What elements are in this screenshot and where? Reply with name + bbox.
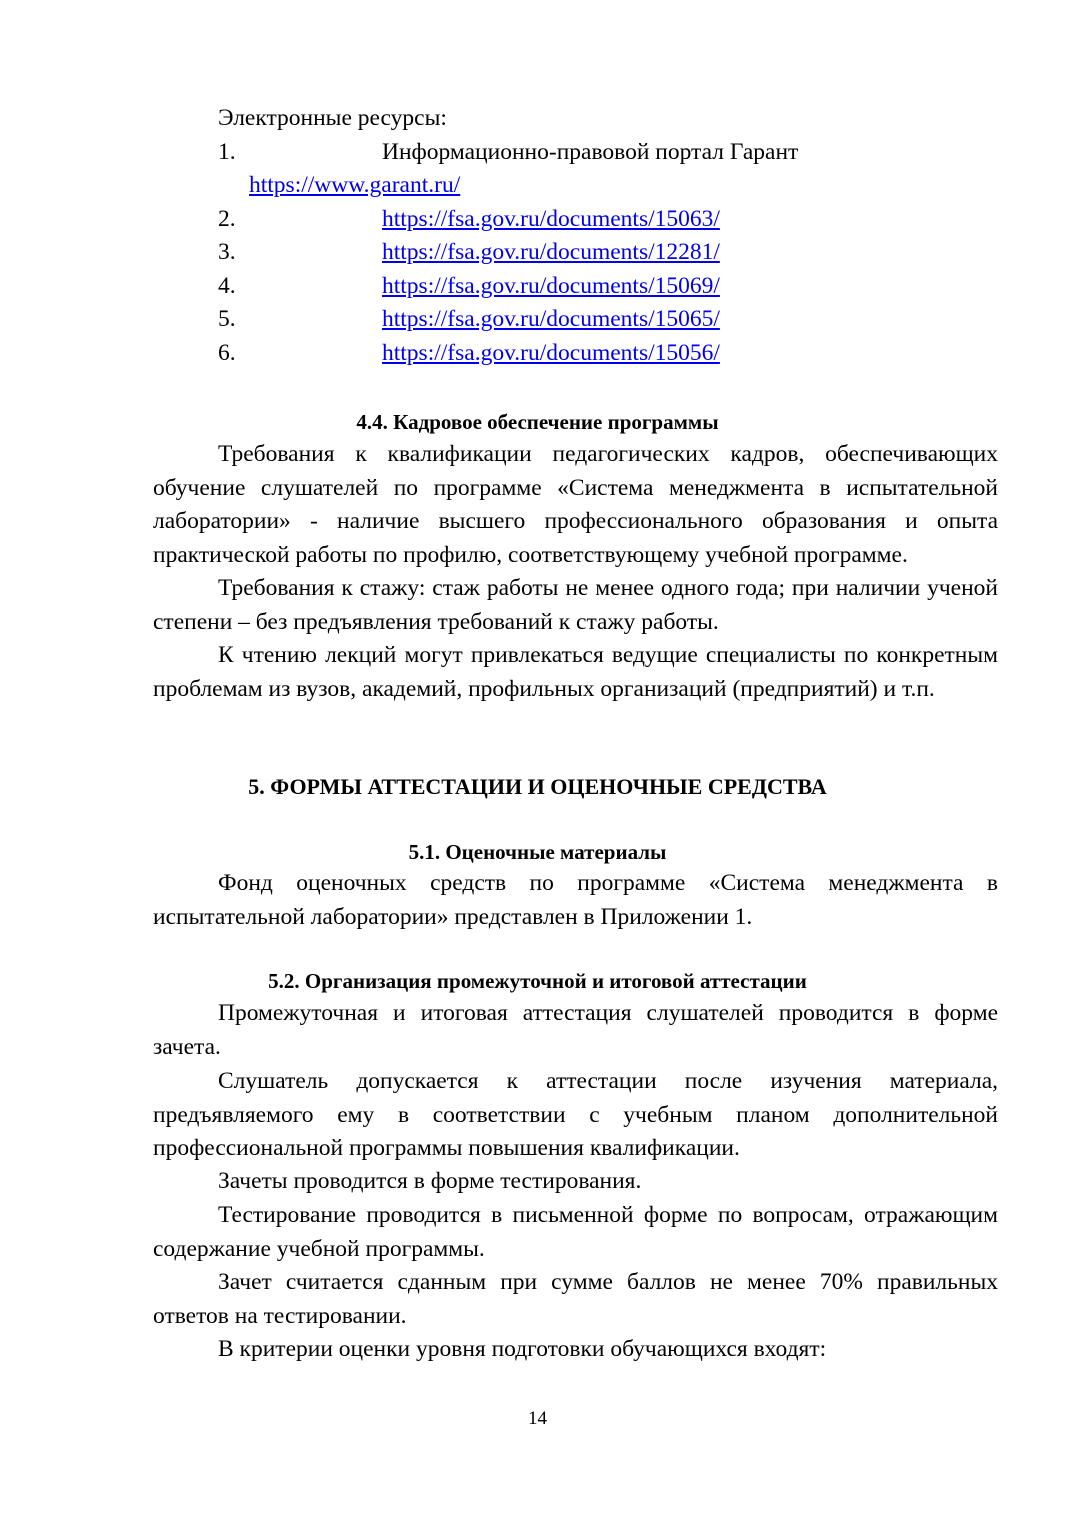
section-4-4-heading: 4.4. Кадровое обеспечение программы xyxy=(356,410,719,434)
paragraph: Требования к стажу: стаж работы не менее одного года; при наличии ученой степени – без предъявления требований к стажу работы. xyxy=(153,575,998,635)
section-5-1-heading: 5.1. Оценочные материалы xyxy=(408,840,667,864)
paragraph: В критерии оценки уровня подготовки обучающихся входят: xyxy=(218,1336,827,1362)
paragraph: Тестирование проводится в письменной форме по вопросам, отражающим содержание учебной программы. xyxy=(153,1202,998,1262)
paragraph: Слушатель допускается к аттестации после изучения материала, предъявляемого ему в соответствии с учебным планом дополнительной профессиональной программы повышения квалификации. xyxy=(153,1068,998,1162)
section-5-2-heading: 5.2. Организация промежуточной и итоговой аттестации xyxy=(268,969,807,993)
paragraph: Требования к квалификации педагогических кадров, обеспечивающих обучение слушателей по программе «Система менеджмента в испытательной лаборатории» - наличие высшего профессионального образования и опыта практической работы по профилю, соответствующему учебной программе. xyxy=(153,441,998,568)
list-item-number: 4. xyxy=(218,273,236,299)
page-number: 14 xyxy=(528,1408,547,1429)
paragraph: К чтению лекций могут привлекаться ведущие специалисты по конкретным проблемам из вузов, академий, профильных организаций (предприятий) и т.п. xyxy=(153,642,998,702)
fsa-link-15056[interactable]: https://fsa.gov.ru/documents/15056/ xyxy=(382,340,720,366)
paragraph: Фонд оценочных средств по программе «Система менеджмента в испытательной лаборатории» представлен в Приложении 1. xyxy=(153,870,998,930)
paragraph: Зачет считается сданным при сумме баллов не менее 70% правильных ответов на тестировании. xyxy=(153,1269,998,1329)
fsa-link-15069[interactable]: https://fsa.gov.ru/documents/15069/ xyxy=(382,273,720,299)
garant-link[interactable]: https://www.garant.ru/ xyxy=(249,172,461,198)
list-item-number: 6. xyxy=(218,340,236,366)
fsa-link-15065[interactable]: https://fsa.gov.ru/documents/15065/ xyxy=(382,306,720,332)
list-item-number: 1. xyxy=(218,139,236,165)
section-5-heading: 5. ФОРМЫ АТТЕСТАЦИИ И ОЦЕНОЧНЫЕ СРЕДСТВА xyxy=(248,774,827,799)
list-item-text: Информационно-правовой портал Гарант xyxy=(382,139,799,165)
paragraph: Зачеты проводится в форме тестирования. xyxy=(218,1168,642,1194)
list-item-number: 5. xyxy=(218,306,236,332)
list-item-number: 2. xyxy=(218,206,236,232)
fsa-link-15063[interactable]: https://fsa.gov.ru/documents/15063/ xyxy=(382,206,720,232)
list-item-number: 3. xyxy=(218,239,236,265)
resources-title: Электронные ресурсы: xyxy=(218,105,447,131)
fsa-link-12281[interactable]: https://fsa.gov.ru/documents/12281/ xyxy=(382,239,720,265)
paragraph: Промежуточная и итоговая аттестация слушателей проводится в форме зачета. xyxy=(153,1000,998,1060)
